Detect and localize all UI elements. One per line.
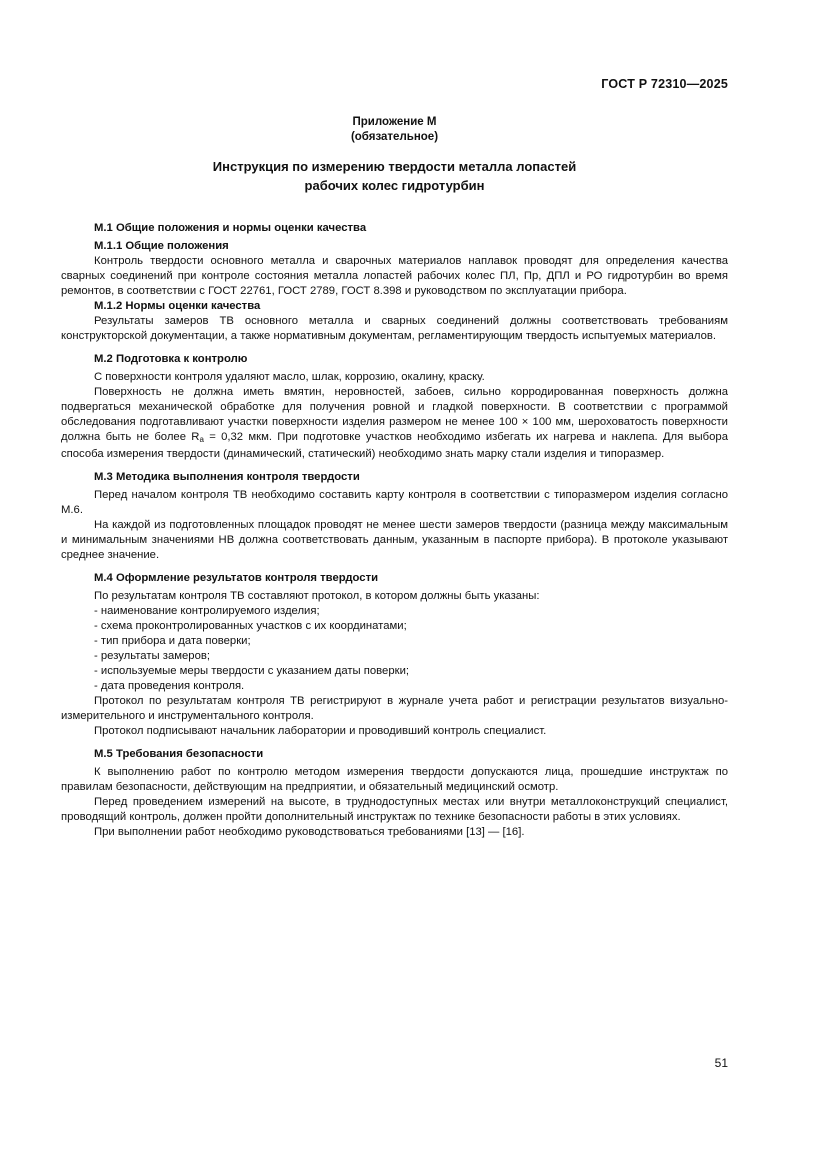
section-m5-heading: М.5 Требования безопасности (94, 748, 264, 760)
section-m4-intro: По результатам контроля ТВ составляют протокол, в котором должны быть указаны: (94, 590, 540, 602)
roughness-subscript: a (199, 435, 204, 444)
list-item: - результаты замеров; (94, 650, 210, 662)
section-m4-p3: Протокол подписывают начальник лаборатории и проводивший контроль специалист. (94, 725, 547, 737)
section-m11-heading: М.1.1 Общие положения (94, 240, 229, 252)
page-content (61, 115, 728, 840)
appendix-status: (обязательное) (350, 131, 439, 143)
section-m12-heading: М.1.2 Нормы оценки качества (94, 300, 261, 312)
section-m5-p2: Перед проведением измерений на высоте, в труднодоступных местах или внутри металлоконструкций специалист, проводящий контроль, должен пройти дополнительный инструктаж по технике безопасности работы в этих условиях. (61, 796, 728, 823)
section-m5-p1: К выполнению работ по контролю методом измерения твердости допускаются лица, прошедшие инструктаж по правилам безопасности, действующим на предприятии, и обязательный медицинский осмотр. (61, 766, 728, 793)
section-m3-p1: Перед началом контроля ТВ необходимо составить карту контроля в соответствии с типоразмером изделия согласно М.6. (61, 489, 728, 516)
section-m4-list (61, 604, 728, 694)
section-m2-p2 (61, 385, 728, 462)
section-m2-p2-after: = 0,32 мкм. При подготовке участков необходимо избегать их нагрева и наклепа. Для выбора способа измерения твердости (динамический, статический) необходимо знать марку стали изделия и типоразмер. (61, 431, 728, 460)
section-m2-heading: М.2 Подготовка к контролю (94, 353, 248, 365)
list-item: - дата проведения контроля. (94, 680, 245, 692)
section-m4-p2: Протокол по результатам контроля ТВ регистрируют в журнале учета работ и регистрации результатов визуально-измерительного и инструментального контроля. (61, 695, 728, 722)
section-m2-p2-before: Поверхность не должна иметь вмятин, неровностей, забоев, сильно корродированная поверхность должна подвергаться механической обработке для получения ровной и гладкой поверхности. В соответствии с программой обследования подготавливают участки поверхности изделия размером не менее 100 × 100 мм, шероховатость поверхности должна быть не более R (61, 386, 728, 443)
section-m5-p3: При выполнении работ необходимо руководствоваться требованиями [13] — [16]. (94, 826, 525, 838)
list-item: - наименование контролируемого изделия; (94, 605, 320, 617)
page-number: 51 (714, 1056, 728, 1070)
list-item: - схема проконтролированных участков с их координатами; (94, 620, 407, 632)
list-item: - используемые меры твердости с указанием даты поверки; (94, 665, 410, 677)
document-id: ГОСТ Р 72310—2025 (601, 77, 728, 91)
section-m4-heading: М.4 Оформление результатов контроля твердости (94, 572, 379, 584)
appendix-title-line2: рабочих колес гидротурбин (304, 178, 485, 193)
section-m3-p2: На каждой из подготовленных площадок проводят не менее шести замеров твердости (разница между максимальным и минимальным значениями НВ должна соответствовать данным, указанным в паспорте прибора). В протоколе указывают среднее значение. (61, 519, 728, 561)
list-item: - тип прибора и дата поверки; (94, 635, 251, 647)
section-m11-text: Контроль твердости основного металла и сварочных материалов наплавок проводят для определения качества сварных соединений при контроле состояния металла лопастей рабочих колес ПЛ, Пр, ДПЛ и РО гидротурбин во время ремонтов, в соответствии с ГОСТ 22761, ГОСТ 2789, ГОСТ 8.398 и руководством по эксплуатации прибора. (61, 255, 728, 297)
section-m12-text: Результаты замеров ТВ основного металла и сварных соединений должны соответствовать требованиям конструкторской документации, а также нормативным документам, регламентирующим твердость испытуемых материалов. (61, 315, 728, 342)
section-m3-heading: М.3 Методика выполнения контроля твердости (94, 471, 360, 483)
appendix-title-line1: Инструкция по измерению твердости металла лопастей (212, 159, 577, 174)
appendix-label: Приложение М (352, 116, 437, 128)
section-m2-p1: С поверхности контроля удаляют масло, шлак, коррозию, окалину, краску. (94, 371, 485, 383)
section-m1-heading: М.1 Общие положения и нормы оценки качества (94, 222, 367, 234)
appendix-title (61, 157, 728, 195)
